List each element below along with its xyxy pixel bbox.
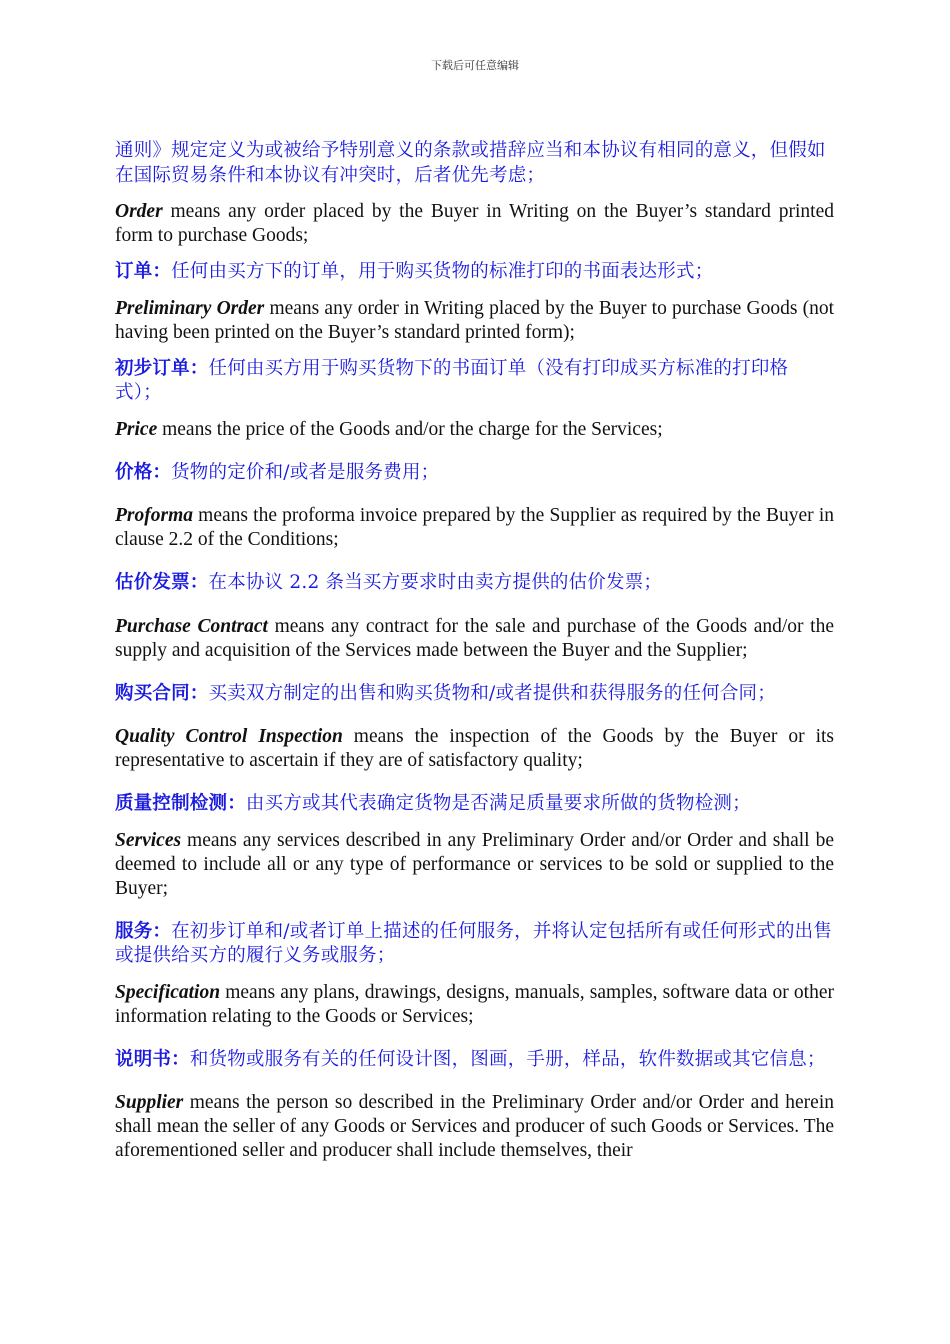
definition-text: means any contract for the sale and purchase of the Goods and/or the supply and acquisition of the Services made between the Buyer and the Supplier;	[115, 615, 834, 661]
definition-price-en	[115, 418, 834, 442]
definition-supplier-en	[115, 1091, 834, 1163]
definition-order-en	[115, 200, 834, 248]
term-purchase-contract-zh: 购买合同：	[115, 682, 209, 704]
definition-purchase-contract-en	[115, 615, 834, 663]
definition-text-zh: 买卖双方制定的出售和购买货物和/或者提供和获得服务的任何合同；	[208, 682, 776, 704]
term-services: Services	[115, 829, 182, 851]
term-price: Price	[115, 418, 158, 440]
definition-quality-control-zh	[115, 792, 834, 817]
term-quality-control: Quality Control Inspection	[115, 726, 343, 747]
term-purchase-contract: Purchase Contract	[115, 615, 268, 637]
term-preliminary-order-zh: 初步订单：	[115, 357, 209, 379]
definition-text: means the price of the Goods and/or the charge for the Services;	[157, 418, 663, 440]
definition-text-zh: 由买方或其代表确定货物是否满足质量要求所做的货物检测；	[245, 793, 751, 814]
definition-preliminary-order-zh	[115, 357, 834, 406]
definition-order-zh	[115, 260, 834, 285]
definition-proforma-en	[115, 504, 834, 552]
term-order: Order	[115, 201, 163, 222]
term-specification-zh: 说明书：	[115, 1048, 190, 1070]
term-preliminary-order: Preliminary Order	[115, 297, 265, 319]
definition-text-zh: 在初步订单和/或者订单上描述的任何服务，并将认定包括所有或任何形式的出售或提供给买方的履行义务或服务；	[115, 920, 833, 966]
definition-preliminary-order-en	[115, 297, 834, 345]
definition-text: means the inspection of the Goods by the Buyer or its representative to ascertain if they are of satisfactory quality;	[115, 726, 834, 771]
definition-quality-control-en	[115, 725, 834, 773]
term-price-zh: 价格：	[115, 461, 172, 483]
definition-text-zh: 任何由买方下的订单，用于购买货物的标准打印的书面表达形式；	[171, 261, 714, 282]
definition-text-zh: 和货物或服务有关的任何设计图，图画，手册，样品，软件数据或其它信息；	[189, 1048, 826, 1070]
definition-text: means any services described in any Preliminary Order and/or Order and shall be deemed to include all or any type of performance or services to be sold or supplied to the Buyer;	[115, 829, 834, 899]
term-supplier: Supplier	[115, 1092, 184, 1113]
definition-text-zh: 任何由买方用于购买货物下的书面订单（没有打印成买方标准的打印格式）；	[115, 357, 789, 403]
intro-paragraph: 通则》规定定义为或被给予特别意义的条款或措辞应当和本协议有相同的意义，但假如在国际贸易条件和本协议有冲突时，后者优先考虑；	[115, 140, 826, 186]
definition-text: means the person so described in the Preliminary Order and/or Order and herein shall mean the seller of any Goods or Services and producer of such Goods or Services. The aforementioned seller and producer shall include themselves, their	[115, 1092, 834, 1161]
definition-text: means any order in Writing placed by the Buyer to purchase Goods (not having been printed on the Buyer’s standard printed form);	[115, 297, 834, 343]
definition-text: means any plans, drawings, designs, manuals, samples, software data or other information relating to the Goods or Services;	[115, 981, 834, 1027]
definition-text-zh: 在本协议 2.2 条当买方要求时由卖方提供的估价发票；	[208, 572, 663, 593]
term-services-zh: 服务：	[115, 920, 172, 942]
definition-services-en	[115, 829, 834, 901]
definition-specification-en	[115, 981, 834, 1029]
definition-text-zh: 货物的定价和/或者是服务费用；	[171, 461, 440, 483]
term-proforma: Proforma	[115, 505, 193, 526]
term-order-zh: 订单：	[115, 261, 172, 282]
definition-proforma-zh	[115, 571, 834, 596]
definition-specification-zh	[115, 1048, 834, 1073]
term-quality-control-zh: 质量控制检测：	[115, 793, 246, 814]
definition-text: means any order placed by the Buyer in Writing on the Buyer’s standard printed form to purchase Goods;	[115, 201, 834, 246]
page-header: 下载后可任意编辑	[431, 59, 519, 72]
term-specification: Specification	[115, 981, 221, 1003]
definition-text: means the proforma invoice prepared by the Supplier as required by the Buyer in clause 2.2 of the Conditions;	[115, 505, 834, 550]
definition-price-zh	[115, 461, 834, 486]
definition-purchase-contract-zh	[115, 682, 834, 707]
definition-services-zh	[115, 920, 834, 969]
document-body	[115, 139, 834, 1163]
term-proforma-zh: 估价发票：	[115, 572, 209, 593]
